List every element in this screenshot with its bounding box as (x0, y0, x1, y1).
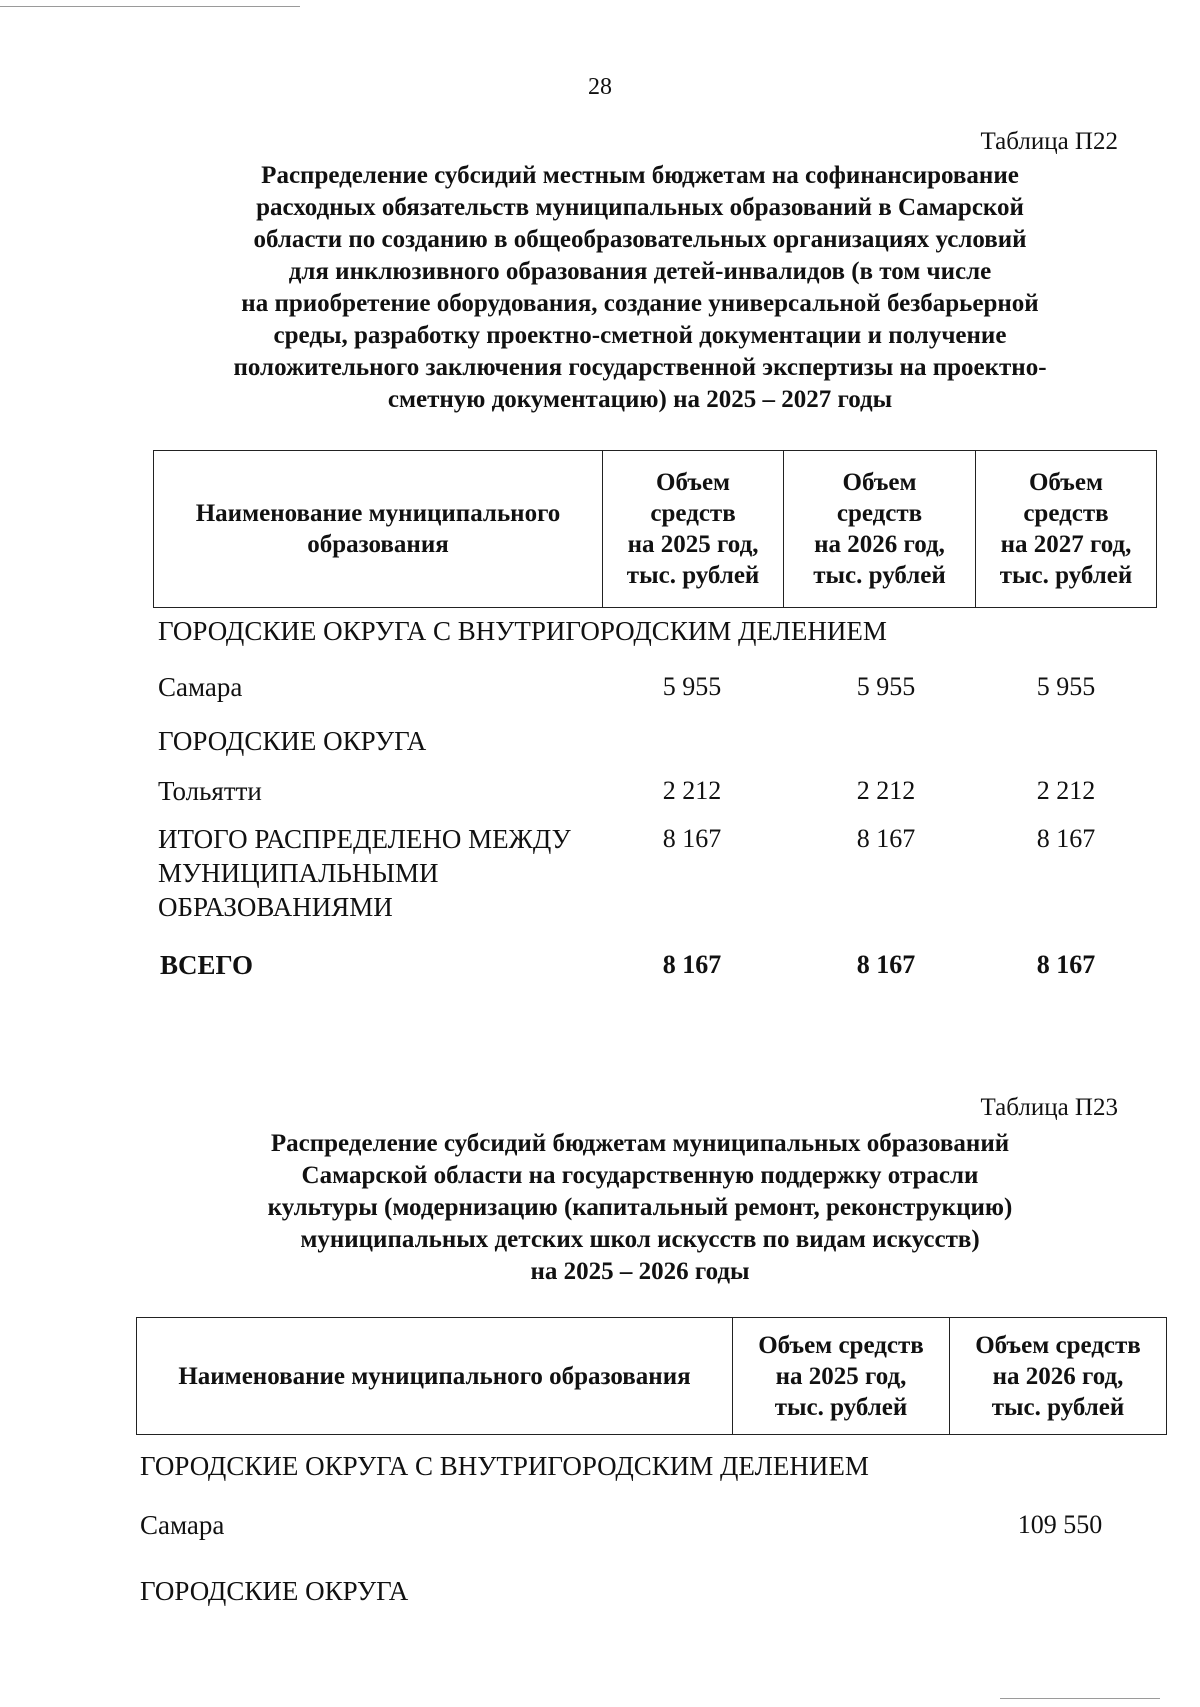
title-line: Самарской области на государственную поддержку отрасли (301, 1162, 979, 1189)
header-text: средств (650, 500, 736, 527)
table-p22-header (153, 450, 1157, 608)
header-text: Объем (656, 469, 731, 496)
header-text: на 2026 год, (814, 531, 945, 558)
cell-value: 8 167 (1036, 950, 1096, 979)
cell-value: 5 955 (856, 672, 916, 701)
table-p23-label: Таблица П23 (980, 1094, 1118, 1121)
header-text: Объем средств (975, 1331, 1141, 1359)
row-name-samara: Самара (140, 1510, 225, 1540)
header-text: на 2026 год, (992, 1362, 1124, 1390)
table-p22-label: Таблица П22 (980, 128, 1118, 155)
section-heading: ГОРОДСКИЕ ОКРУГА (158, 726, 427, 756)
title-line: Распределение субсидий местным бюджетам на софинансирование (261, 162, 1019, 189)
row-name-line: ИТОГО РАСПРЕДЕЛЕНО МЕЖДУ (158, 824, 571, 854)
row-name-line: МУНИЦИПАЛЬНЫМИ (158, 858, 439, 888)
cell-value: 8 167 (662, 950, 722, 979)
title-line: на приобретение оборудования, создание универсальной безбарьерной (241, 290, 1039, 317)
title-line: для инклюзивного образования детей-инвалидов (в том числе (288, 258, 992, 285)
title-line: муниципальных детских школ искусств по видам искусств) (300, 1226, 980, 1253)
page-number: 28 (588, 74, 612, 100)
title-line: положительного заключения государственной экспертизы на проектно- (233, 354, 1047, 381)
cell-value: 5 955 (1036, 672, 1096, 701)
header-text: Объем (1028, 469, 1103, 496)
cell-value: 8 167 (1036, 824, 1096, 853)
title-line: расходных обязательств муниципальных образований в Самарской (256, 194, 1024, 221)
scan-artifact-line (0, 6, 300, 7)
title-line: среды, разработку проектно-сметной документации и получение (273, 322, 1007, 349)
header-text: тыс. рублей (626, 562, 760, 589)
header-text: на 2025 год, (775, 1362, 907, 1390)
header-2025-cell (732, 1318, 949, 1435)
header-2026-cell (784, 451, 976, 608)
title-line: сметную документацию) на 2025 – 2027 годы (387, 386, 893, 413)
header-text: на 2027 год, (1000, 531, 1132, 558)
header-text: Наименование муниципального (195, 500, 561, 527)
cell-value: 2 212 (1036, 776, 1096, 805)
title-line: культуры (модернизацию (капитальный ремонт, реконструкцию) (267, 1194, 1013, 1221)
header-name-cell (137, 1318, 733, 1435)
cell-value: 109 550 (1017, 1510, 1103, 1539)
cell-value: 8 167 (856, 950, 916, 979)
header-name-cell (154, 451, 603, 608)
header-text: Объем (842, 469, 917, 496)
header-text: образования (307, 531, 449, 558)
section-heading: ГОРОДСКИЕ ОКРУГА (140, 1576, 409, 1606)
header-2026-cell (949, 1318, 1166, 1435)
section-heading: ГОРОДСКИЕ ОКРУГА С ВНУТРИГОРОДСКИМ ДЕЛЕНИЕМ (158, 616, 887, 646)
scan-artifact-line (1000, 1698, 1160, 1699)
header-text: тыс. рублей (991, 1393, 1125, 1421)
cell-value: 2 212 (662, 776, 722, 805)
row-name-samara: Самара (158, 672, 243, 702)
cell-value: 8 167 (856, 824, 916, 853)
row-name-line: ОБРАЗОВАНИЯМИ (158, 892, 393, 922)
header-2027-cell (975, 451, 1156, 608)
header-text: Объем средств (758, 1331, 924, 1359)
table-p23-header (136, 1317, 1167, 1435)
title-line: на 2025 – 2026 годы (530, 1258, 750, 1285)
header-text: тыс. рублей (813, 562, 946, 589)
title-line: Распределение субсидий бюджетам муниципальных образований (270, 1130, 1010, 1157)
header-text: Наименование муниципального образования (178, 1362, 691, 1390)
header-text: тыс. рублей (774, 1393, 908, 1421)
row-name-total-distributed (158, 822, 571, 924)
table-p22-title (100, 160, 1180, 416)
header-text: тыс. рублей (999, 562, 1133, 589)
row-name-tolyatti: Тольятти (158, 776, 262, 806)
header-2025-cell (603, 451, 784, 608)
section-heading: ГОРОДСКИЕ ОКРУГА С ВНУТРИГОРОДСКИМ ДЕЛЕНИЕМ (140, 1451, 869, 1481)
header-text: на 2025 год, (627, 531, 759, 558)
title-line: области по созданию в общеобразовательных организациях условий (253, 226, 1027, 253)
cell-value: 5 955 (662, 672, 722, 701)
row-name-grand-total: ВСЕГО (160, 950, 254, 980)
header-text: средств (836, 500, 923, 527)
cell-value: 2 212 (856, 776, 916, 805)
table-p23-title (100, 1128, 1180, 1288)
header-text: средств (1023, 500, 1109, 527)
cell-value: 8 167 (662, 824, 722, 853)
